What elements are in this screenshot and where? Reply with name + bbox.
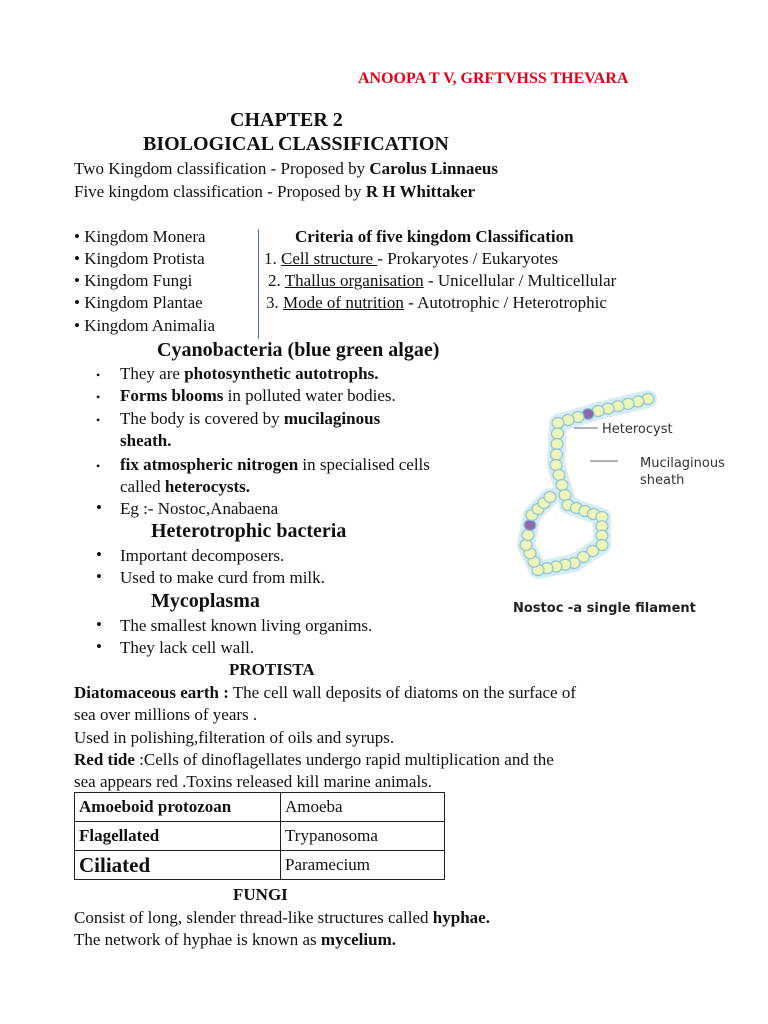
two-kingdom-line: Two Kingdom classification - Proposed by Carolus Linnaeus xyxy=(74,159,498,178)
criteria-item: 2. Thallus organisation - Unicellular / Multicellular xyxy=(268,271,617,290)
bullet: • xyxy=(96,459,101,473)
vegetative-cell xyxy=(522,530,534,541)
heterocyst-cell xyxy=(524,520,536,531)
bullet: • xyxy=(96,637,102,656)
cyano-point-cont: sheath. xyxy=(120,431,172,450)
diatom-line-cont: sea over millions of years . xyxy=(74,705,258,724)
nostoc-caption: Nostoc -a single filament xyxy=(513,601,696,616)
cyano-point: The body is covered by mucilaginous xyxy=(120,409,381,428)
column-divider xyxy=(258,229,259,339)
fungi-line: Consist of long, slender thread-like structures called hyphae. xyxy=(74,908,490,927)
protozoa-table xyxy=(74,792,445,880)
cyano-example: Eg :- Nostoc,Anabaena xyxy=(120,499,279,518)
bullet: • xyxy=(96,368,101,382)
myco-point: They lack cell wall. xyxy=(120,638,255,657)
heterotrophic-heading: Heterotrophic bacteria xyxy=(151,520,347,542)
chapter-title: BIOLOGICAL CLASSIFICATION xyxy=(143,133,449,155)
sheath-label: sheath xyxy=(640,473,685,488)
cyanobacteria-heading: Cyanobacteria (blue green algae) xyxy=(157,339,440,361)
criteria-item: 1. Cell structure - Prokaryotes / Eukaryotes xyxy=(264,249,559,268)
criteria-item: 3. Mode of nutrition - Autotrophic / Heterotrophic xyxy=(266,293,607,312)
nostoc-diagram xyxy=(498,385,748,620)
criteria-heading: Criteria of five kingdom Classification xyxy=(295,227,574,246)
vegetative-cell xyxy=(556,480,568,491)
cyano-point-cont: called heterocysts. xyxy=(120,477,250,496)
vegetative-cell xyxy=(552,428,564,439)
nostoc-cells xyxy=(520,394,654,576)
bullet: • xyxy=(96,413,101,427)
bullet: • xyxy=(96,615,102,634)
vegetative-cell xyxy=(520,540,532,551)
fungi-heading: FUNGI xyxy=(233,885,288,904)
table-cell: Ciliated xyxy=(75,851,281,880)
protista-heading: PROTISTA xyxy=(229,660,315,679)
vegetative-cell xyxy=(551,439,563,450)
kingdom-item: • Kingdom Plantae xyxy=(74,293,203,312)
vegetative-cell xyxy=(551,449,563,460)
kingdom-item: • Kingdom Monera xyxy=(74,227,206,246)
kingdom-item: • Kingdom Protista xyxy=(74,249,205,268)
table-row xyxy=(75,822,445,851)
table-row xyxy=(75,851,445,880)
cyano-point: Forms blooms in polluted water bodies. xyxy=(120,386,396,405)
myco-point: The smallest known living organims. xyxy=(120,616,373,635)
table-cell: Flagellated xyxy=(75,822,281,851)
nostoc-illustration xyxy=(498,385,748,620)
five-kingdom-line: Five kingdom classification - Proposed by R H Whittaker xyxy=(74,182,476,201)
red-tide-line-cont: sea appears red .Toxins released kill marine animals. xyxy=(74,772,433,791)
bullet: • xyxy=(96,545,102,564)
bullet: • xyxy=(96,390,101,404)
hetero-point: Important decomposers. xyxy=(120,546,285,565)
bullet: • xyxy=(96,567,102,586)
kingdom-item: • Kingdom Animalia xyxy=(74,316,215,335)
mucilaginous-label: Mucilaginous xyxy=(640,456,725,471)
vegetative-cell xyxy=(544,492,556,503)
table-cell: Trypanosoma xyxy=(281,822,445,851)
table-cell: Amoeba xyxy=(281,793,445,822)
cyano-point: They are photosynthetic autotrophs. xyxy=(120,364,379,383)
table-cell: Amoeboid protozoan xyxy=(75,793,281,822)
chapter-number: CHAPTER 2 xyxy=(230,109,343,131)
mycoplasma-heading: Mycoplasma xyxy=(151,590,260,612)
cyano-point: fix atmospheric nitrogen in specialised cells xyxy=(120,455,430,474)
vegetative-cell xyxy=(552,418,564,429)
vegetative-cell xyxy=(553,470,565,481)
table-row xyxy=(75,793,445,822)
heterocyst-label: Heterocyst xyxy=(602,422,673,437)
fungi-line: The network of hyphae is known as mycelium. xyxy=(74,930,396,949)
vegetative-cell xyxy=(550,460,562,471)
author-header: ANOOPA T V, GRFTVHSS THEVARA xyxy=(358,70,629,87)
vegetative-cell xyxy=(559,490,571,501)
diatom-line: Diatomaceous earth : The cell wall deposits of diatoms on the surface of xyxy=(74,683,577,702)
diatom-use: Used in polishing,filteration of oils and syrups. xyxy=(74,728,395,747)
red-tide-line: Red tide :Cells of dinoflagellates undergo rapid multiplication and the xyxy=(74,750,554,769)
kingdom-item: • Kingdom Fungi xyxy=(74,271,193,290)
hetero-point: Used to make curd from milk. xyxy=(120,568,325,587)
table-cell: Paramecium xyxy=(281,851,445,880)
bullet: • xyxy=(96,498,102,517)
